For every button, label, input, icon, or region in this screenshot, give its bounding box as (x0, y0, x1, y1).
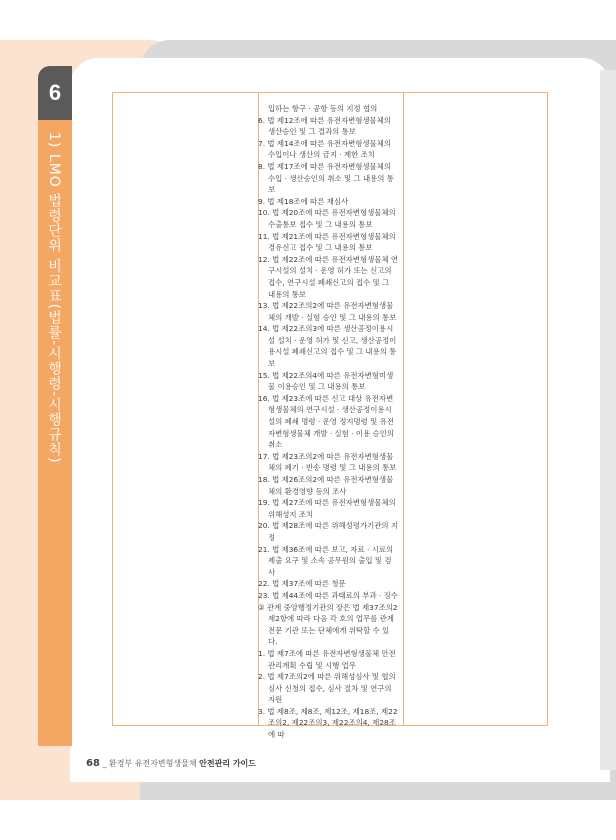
page-edge-shadow (600, 70, 616, 770)
provision-line: 13. 법 제22조의2에 따른 유전자변형생물체의 개발 · 실험 승인 및 그 내용의 통보 (258, 301, 397, 322)
provision-line: 1. 법 제7조에 따른 유전자변형생물체 안전관리계획 수립 및 시행 업무 (258, 648, 396, 670)
comparison-table (112, 92, 548, 740)
chapter-number-box (38, 66, 72, 120)
provision-line: 20. 법 제28조에 따른 위해성평가기관의 지정 (258, 521, 398, 542)
provision-line: 2. 법 제7조의2에 따른 위해성심사 및 협의심사 신청의 접수, 심사 절차 및 연구의 지원 (258, 672, 396, 705)
table-middle-column-text (258, 103, 398, 741)
provision-line: 21. 법 제36조에 따른 보고, 자료 · 시료의 제출 요구 및 소속 공무원의 출입 및 검사 (258, 544, 394, 577)
provision-line: 10. 법 제20조에 따른 유전자변형생물체의 수출통보 접수 및 그 내용의 통보 (258, 208, 396, 229)
footer-separator: _ (102, 759, 107, 768)
table-column-divider (403, 93, 404, 725)
provision-line: 22. 법 제37조에 따른 청문 (258, 579, 346, 589)
provision-line: 9. 법 제18조에 따른 재심사 (258, 196, 349, 206)
provision-line: 15. 법 제22조의4에 따른 유전자변형미생물 이용승인 및 그 내용의 통보 (258, 370, 394, 392)
provision-line: 입하는 항구 · 공항 등의 지정 협의 (268, 104, 378, 113)
sidebar-section-title: 1) LMO 법령단위 비교표(법률-시행령-시행규칙) (46, 132, 62, 464)
provision-line: ② 관계 중앙행정기관의 장은 법 제37조의2 제2항에 따라 다음 각 호의 업무를 관계 전문 기관 또는 단체에게 위탁할 수 있다. (258, 602, 398, 647)
provision-line: 16. 법 제23조에 따른 신고 대상 유전자변형생물체의 연구시설 · 생산공정이용시설의 폐쇄 명령 · 운영 정지명령 및 유전자변형생물체 개발 · 실험 · 이용 승인의 취소 (258, 393, 394, 450)
provision-line: 23. 법 제44조에 따른 과태료의 부과 · 징수 (258, 590, 398, 600)
page-number: 68 (86, 758, 100, 769)
provision-line: 12. 법 제22조에 따른 유전자변형생물체 연구시설의 설치 · 운영 허가 또는 신고의 접수, 연구시설 폐쇄신고의 접수 및 그 내용의 통보 (258, 254, 398, 299)
footer-title-bold: 안전관리 가이드 (199, 759, 257, 768)
chapter-number: 6 (48, 80, 62, 105)
provision-line: 17. 법 제23조의2에 따른 유전자변형생물체의 폐기 · 반송 명령 및 그 내용의 통보 (258, 451, 397, 473)
provision-line: 19. 법 제27조에 따른 유전자변형생물체의 위해성지 조치 (258, 498, 396, 519)
footer-title-regular: 환경부 유전자변형생물체 (109, 759, 197, 768)
page-footer (86, 758, 256, 769)
provision-line: 6. 법 제12조에 따른 유전자변형생물체의 생산승인 및 그 결과의 통보 (258, 115, 391, 137)
provision-line: 18. 법 제26조의2에 따른 유전자변형생물체의 환경영향 등의 조사 (258, 475, 394, 496)
provision-line: 3. 법 제8조, 제8조, 제12조, 제18조, 제22조의2, 제22조의3, 제22조의4, 제28조에 따 (258, 706, 398, 740)
provision-line: 7. 법 제14조에 따른 유전자변형생물체의 수입이나 생산의 금지 · 제한 조치 (258, 138, 391, 160)
provision-line: 11. 법 제21조에 따른 유전자변형생물체의 경유신고 접수 및 그 내용의 통보 (258, 231, 396, 253)
provision-line: 8. 법 제17조에 따른 유전자변형생물체의 수입 · 생산승인의 취소 및 그 내용의 통보 (258, 161, 394, 195)
provision-line: 14. 법 제22조의3에 따른 생산공정이용시설 설치 · 운영 허가 및 신고, 생산공정이용시설 폐쇄신고의 접수 및 그 내용의 통보 (258, 324, 397, 369)
